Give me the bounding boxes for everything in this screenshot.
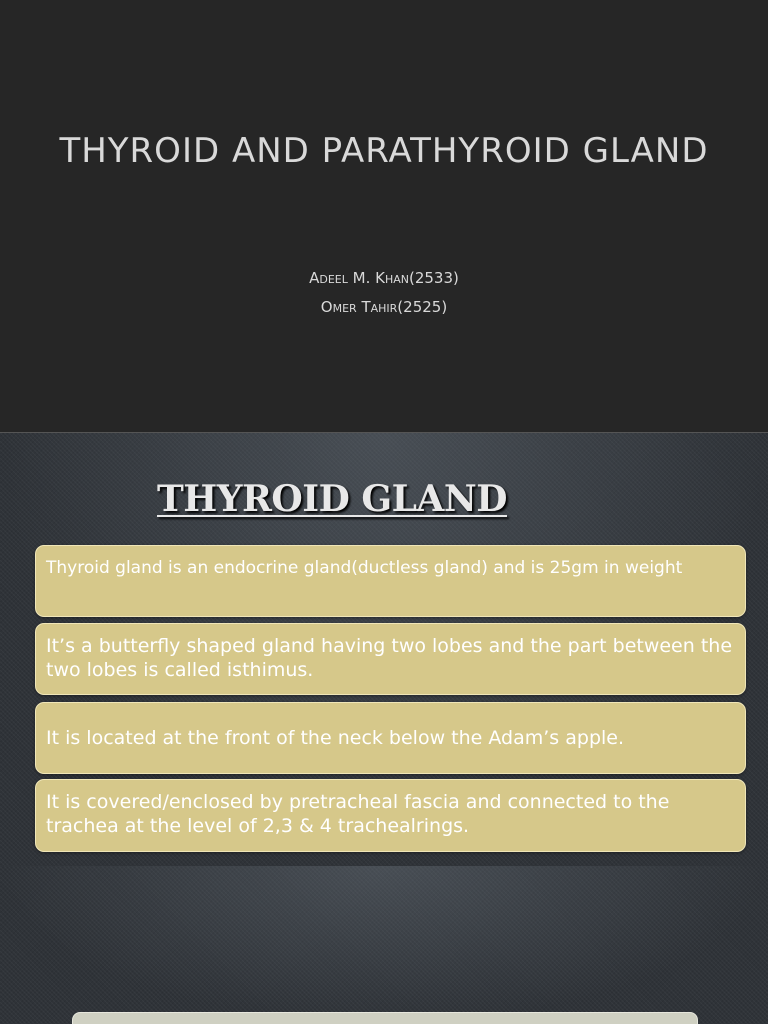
content-box <box>35 779 746 852</box>
next-slide-partial <box>0 866 768 1024</box>
author-name: Adeel M. Khan(2533) <box>309 269 459 287</box>
slide-heading: THYROID GLAND <box>157 478 507 520</box>
presentation-title: THYROID AND PARATHYROID GLAND <box>59 131 709 171</box>
content-box <box>35 702 746 774</box>
content-box-text: Thyroid gland is an endocrine gland(ductless gland) and is 25gm in weight <box>46 558 683 578</box>
content-box-text: It is covered/enclosed by pretracheal fascia and connected to the trachea at the level of 2,3 & 4 trachealrings. <box>46 791 670 837</box>
content-box-partial <box>72 1012 698 1024</box>
content-box-text: It’s a butterfly shaped gland having two lobes and the part between the two lobes is called isthimus. <box>46 635 733 681</box>
thyroid-gland-slide <box>0 432 768 866</box>
content-box <box>35 623 746 695</box>
author-name: Omer Tahir(2525) <box>320 298 448 316</box>
author-list <box>0 264 768 322</box>
title-slide <box>0 0 768 432</box>
content-box-text: It is located at the front of the neck below the Adam’s apple. <box>46 727 625 749</box>
content-box <box>35 545 746 617</box>
